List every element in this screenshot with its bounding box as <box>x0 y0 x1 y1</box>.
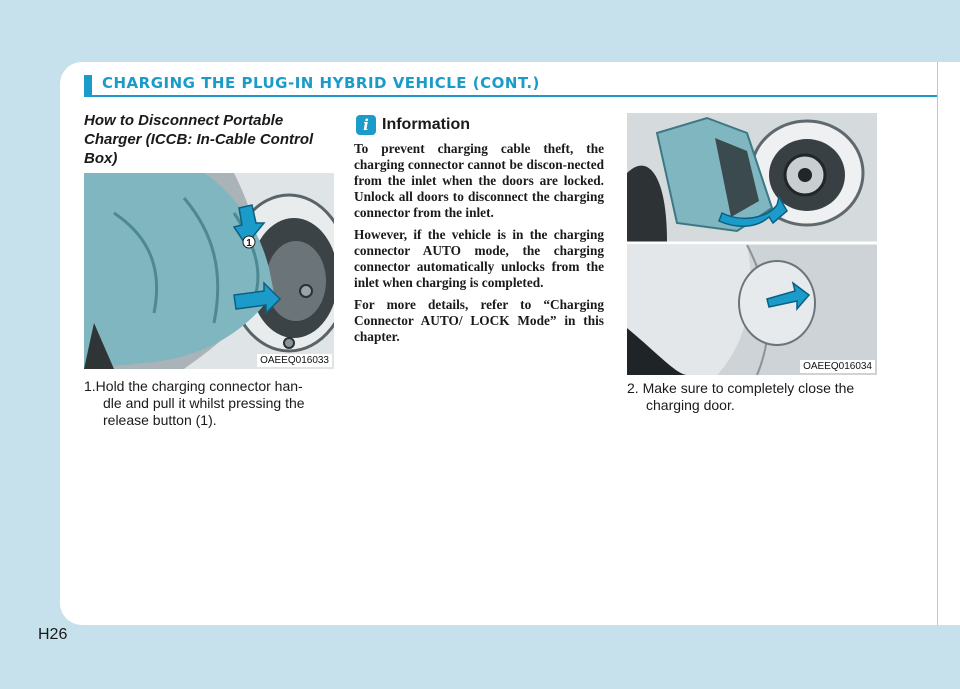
section-rule <box>84 95 937 97</box>
connector-figure <box>84 173 334 369</box>
callout-number: 1 <box>246 238 252 249</box>
page-number: H26 <box>38 626 68 643</box>
connector-illustration <box>84 173 334 369</box>
section-marker <box>84 75 92 95</box>
step-2-first-line: 2. Make sure to completely close the <box>627 380 855 396</box>
page-edge-line <box>937 62 938 625</box>
figure-code: OAEEQ016034 <box>800 360 875 373</box>
section-title: CHARGING THE PLUG-IN HYBRID VEHICLE (CONT.) <box>102 74 540 92</box>
disconnect-heading: How to Disconnect Portable Charger (ICCB: In-Cable Control Box) <box>84 112 314 167</box>
info-paragraph: To prevent charging cable theft, the charging connector cannot be discon-nected from the inlet when the doors are locked. Unlock all doors to disconnect the charging connector from the inlet. <box>354 141 604 220</box>
info-body <box>354 141 604 351</box>
step-1-continuation: dle and pull it whilst pressing the release button (1). <box>103 395 305 428</box>
info-paragraph: For more details, refer to “Charging Connector AUTO/ LOCK Mode” in this chapter. <box>354 297 604 344</box>
step-1 <box>84 378 336 429</box>
info-icon: i <box>356 115 376 135</box>
info-paragraph: However, if the vehicle is in the charging connector AUTO mode, the charging connector automatically unlocks from the inlet when charging is completed. <box>354 227 604 290</box>
info-heading: Information <box>382 116 470 133</box>
charging-door-figure <box>627 113 877 375</box>
charging-door-illustration <box>627 113 877 375</box>
step-1-first-line: 1.Hold the charging connector han- <box>84 378 303 394</box>
figure-code: OAEEQ016033 <box>257 354 332 367</box>
step-2-continuation: charging door. <box>646 397 735 413</box>
step-2 <box>627 380 887 414</box>
